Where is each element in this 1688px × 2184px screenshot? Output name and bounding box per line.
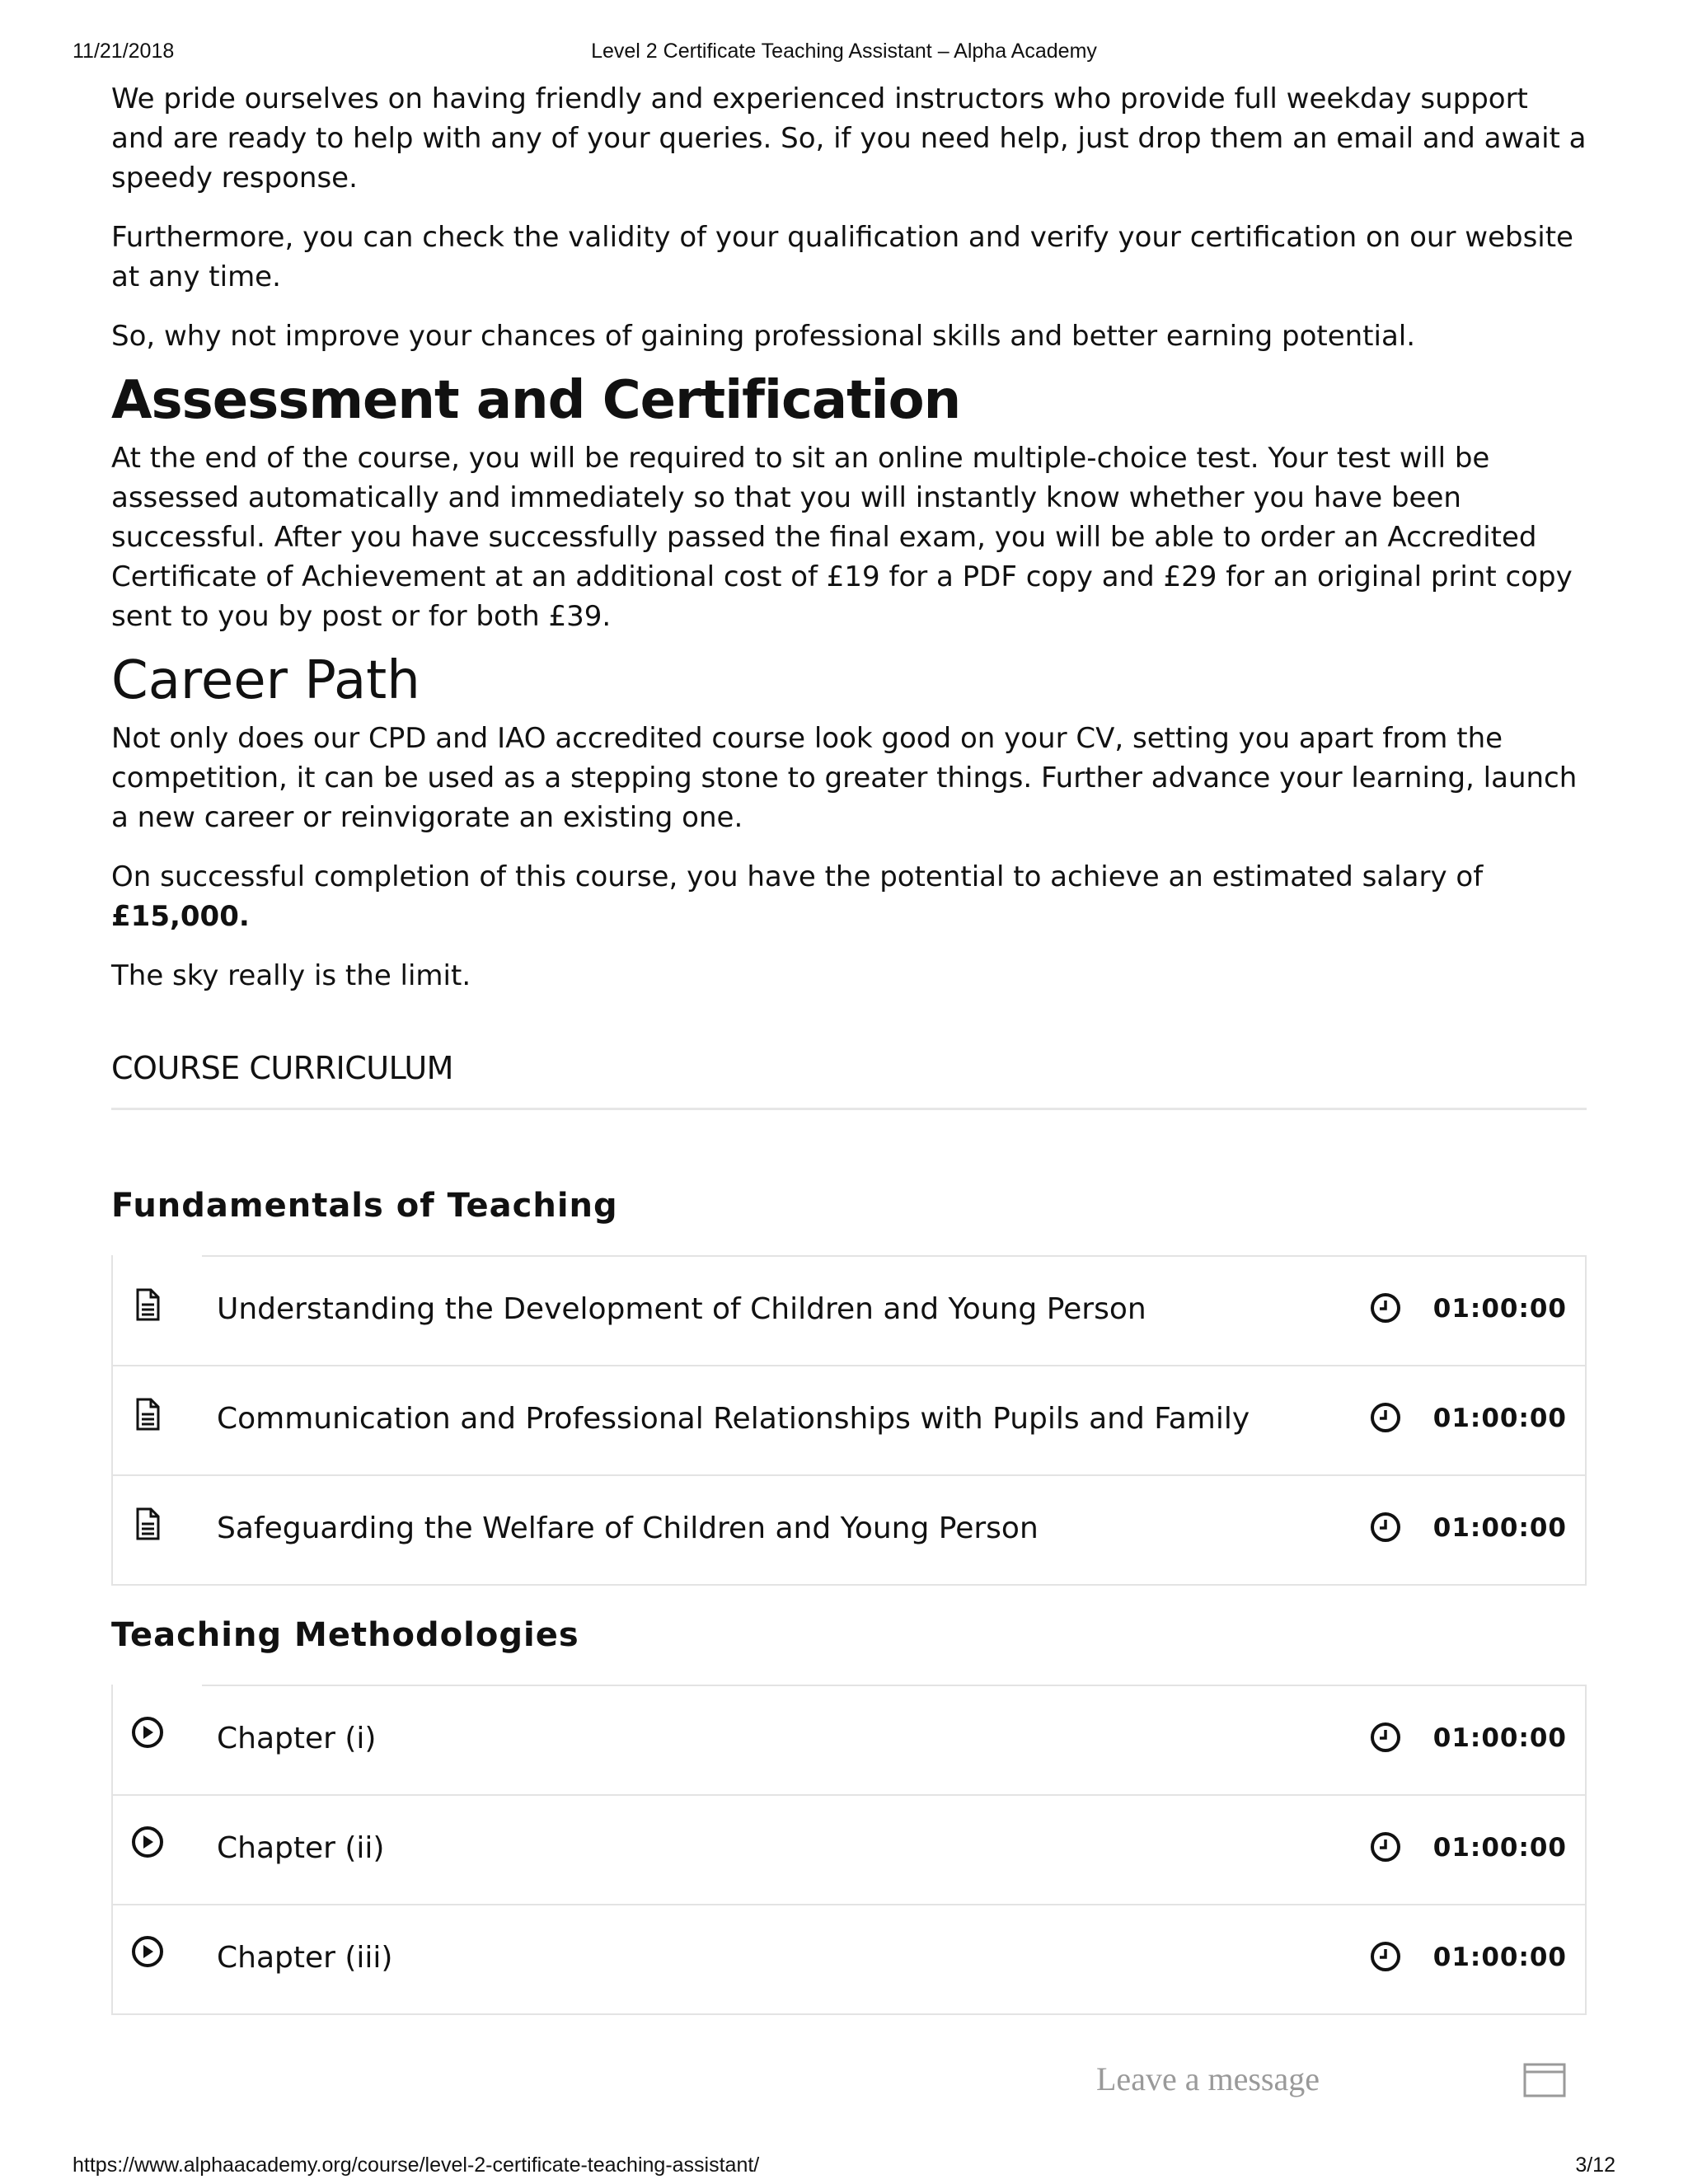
page-number: 3/12 (1575, 2154, 1615, 2177)
lesson-duration: 01:00:00 (1432, 1943, 1567, 1972)
document-icon (129, 1286, 166, 1323)
print-footer (73, 2154, 1615, 2182)
leave-message-widget[interactable] (1063, 2038, 1582, 2117)
career-paragraph-2 (111, 857, 1587, 936)
document-icon (129, 1506, 166, 1542)
lesson-row[interactable] (113, 1796, 1585, 1905)
print-header (73, 40, 1615, 68)
intro-paragraph-3: So, why not improve your chances of gaining professional skills and better earning potential. (111, 320, 1416, 353)
window-icon[interactable] (1523, 2063, 1566, 2097)
lesson-title[interactable]: Chapter (iii) (217, 1941, 393, 1975)
lesson-duration: 01:00:00 (1432, 1513, 1567, 1543)
clock-icon (1369, 1721, 1402, 1754)
lesson-row[interactable] (113, 1366, 1585, 1476)
module-lessons (111, 1685, 1587, 2015)
lesson-title[interactable]: Chapter (i) (217, 1722, 377, 1755)
clock-icon (1369, 1511, 1402, 1544)
module-title: Teaching Methodologies (111, 1616, 579, 1654)
lesson-row[interactable] (113, 1686, 1585, 1796)
print-page-title: Level 2 Certificate Teaching Assistant – Alpha Academy (591, 40, 1097, 63)
lesson-duration: 01:00:00 (1432, 1723, 1567, 1753)
module-title: Fundamentals of Teaching (111, 1187, 618, 1225)
document-icon (129, 1396, 166, 1432)
career-heading: Career Path (111, 650, 420, 711)
curriculum-divider (111, 1108, 1587, 1110)
module-lessons (111, 1255, 1587, 1586)
lesson-row[interactable] (113, 1905, 1585, 2013)
curriculum-heading: COURSE CURRICULUM (111, 1050, 453, 1086)
assessment-heading: Assessment and Certification (111, 370, 961, 431)
intro-paragraph-1: We pride ourselves on having friendly and experienced instructors who provide full weekday support and are ready to help with any of your queries. So, if you need help, just drop them an email and await a speedy response. (111, 82, 1587, 194)
lesson-title[interactable]: Understanding the Development of Children and Young Person (217, 1292, 1146, 1326)
page-url: https://www.alphaacademy.org/course/level-2-certificate-teaching-assistant/ (73, 2154, 760, 2177)
leave-message-label[interactable]: Leave a message (1096, 2060, 1320, 2097)
clock-icon (1369, 1940, 1402, 1973)
career-paragraph-1: Not only does our CPD and IAO accredited course look good on your CV, setting you apart from the competition, it can be used as a stepping stone to greater things. Further advance your learning, launch a new career or reinvigorate an existing one. (111, 722, 1578, 834)
lesson-row[interactable] (113, 1476, 1585, 1584)
lesson-title[interactable]: Safeguarding the Welfare of Children and Young Person (217, 1511, 1039, 1545)
clock-icon (1369, 1401, 1402, 1434)
intro-paragraph-2: Furthermore, you can check the validity of your qualification and verify your certification on our website at any time. (111, 221, 1573, 293)
lesson-duration: 01:00:00 (1432, 1404, 1567, 1433)
play-circle-icon (129, 1716, 166, 1752)
lesson-title[interactable]: Chapter (ii) (217, 1831, 385, 1865)
lesson-row[interactable] (113, 1257, 1585, 1366)
play-circle-icon (129, 1825, 166, 1862)
main-content (111, 79, 1587, 2015)
salary-value: £15,000. (111, 900, 250, 933)
lesson-title[interactable]: Communication and Professional Relationships with Pupils and Family (217, 1402, 1250, 1436)
career-paragraph-3: The sky really is the limit. (111, 959, 471, 992)
course-curriculum (111, 1048, 1587, 2015)
salary-text: On successful completion of this course, you have the potential to achieve an estimated salary of (111, 860, 1484, 893)
clock-icon (1369, 1830, 1402, 1863)
lesson-duration: 01:00:00 (1432, 1294, 1567, 1324)
print-date: 11/21/2018 (73, 40, 175, 63)
play-circle-icon (129, 1935, 166, 1971)
lesson-duration: 01:00:00 (1432, 1833, 1567, 1863)
assessment-paragraph: At the end of the course, you will be required to sit an online multiple-choice test. Your test will be assessed automatically and immediately so that you will instantly know whether you have been successful. After you have successfully passed the final exam, you will be able to order an Accredited Certificate of Achievement at an additional cost of £19 for a PDF copy and £29 for an original print copy sent to you by post or for both £39. (111, 442, 1573, 633)
clock-icon (1369, 1291, 1402, 1324)
